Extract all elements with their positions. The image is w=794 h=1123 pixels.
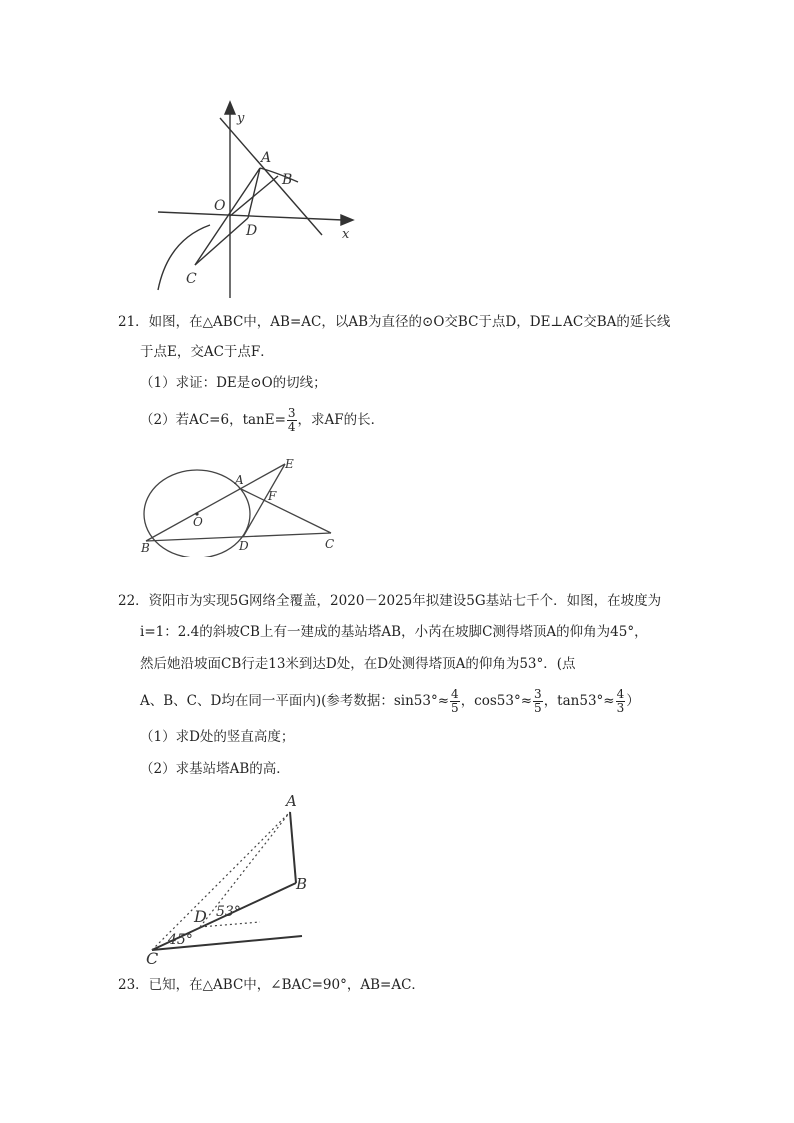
q22-line4 xyxy=(140,688,640,715)
arc-near-B xyxy=(260,168,298,182)
x-axis-arrow xyxy=(341,215,353,225)
label-C: C xyxy=(186,271,197,287)
q22-tan-text: ，tan53°≈ xyxy=(543,693,615,709)
x-axis xyxy=(158,212,343,220)
label-A: A xyxy=(286,792,297,810)
figure-tower xyxy=(140,790,320,970)
label-O: O xyxy=(193,515,203,529)
angle-53: 53° xyxy=(216,904,241,920)
q22-line4-end: ） xyxy=(626,693,640,709)
label-B: B xyxy=(282,172,293,188)
label-D: D xyxy=(239,539,249,553)
figure-coordinate xyxy=(150,100,360,300)
label-O: O xyxy=(214,198,226,214)
label-C: C xyxy=(325,537,335,551)
label-D: D xyxy=(194,907,207,926)
label-F: F xyxy=(268,489,277,503)
fraction-3-4: $\frac{3}{4}$ xyxy=(287,406,296,434)
segment-B-E xyxy=(146,464,285,541)
q22-line2: i=1：2.4的斜坡CB上有一建成的基站塔AB，小芮在坡脚C测得塔顶A的仰角为45°， xyxy=(140,624,648,640)
q21-line1: 21．如图，在△ABC中，AB=AC，以AB为直径的⊙O交BC于点D，DE⊥AC交BA的延长线 xyxy=(118,314,671,330)
angle-45: 45° xyxy=(168,932,193,948)
q22-part2: （2）求基站塔AB的高． xyxy=(140,761,290,777)
label-x: x xyxy=(342,227,350,242)
q22-line1: 22．资阳市为实现5G网络全覆盖，2020－2025年拟建设5G基站七千个．如图，在坡度为 xyxy=(118,593,662,609)
q21-part2-text: （2）若AC=6，tanE= xyxy=(140,412,286,428)
q22-line3: 然后她沿坡面CB行走13米到达D处，在D处测得塔顶A的仰角为53°．(点 xyxy=(140,656,576,672)
segment-A-C xyxy=(239,488,331,533)
label-y: y xyxy=(237,111,245,126)
segment-O-B xyxy=(230,176,278,216)
label-B: B xyxy=(296,875,308,893)
y-axis-arrow xyxy=(225,102,235,114)
q22-line4-text: A、B、C、D均在同一平面内)(参考数据：sin53°≈ xyxy=(140,693,450,709)
q22-part1: （1）求D处的竖直高度； xyxy=(140,729,295,745)
label-C: C xyxy=(146,949,159,968)
label-A: A xyxy=(235,473,244,487)
fraction-sin: $\frac{4}{5}$ xyxy=(451,687,459,715)
tower-AB xyxy=(290,812,296,883)
q21-part2-text-end: ，求AF的长． xyxy=(297,412,385,428)
fraction-tan: $\frac{4}{3}$ xyxy=(616,687,625,715)
sight-line-D-A xyxy=(200,812,290,927)
label-B: B xyxy=(141,541,150,555)
q23-line1: 23．已知，在△ABC中，∠BAC=90°，AB=AC． xyxy=(118,977,425,993)
q21-line2: 于点E，交AC于点F． xyxy=(140,344,274,360)
figure-circle xyxy=(135,452,350,557)
arc-near-C xyxy=(158,225,210,290)
fraction-cos: $\frac{3}{5}$ xyxy=(534,687,542,715)
q21-part1: （1）求证：DE是⊙O的切线； xyxy=(140,375,327,391)
q22-cos-text: ，cos53°≈ xyxy=(460,693,533,709)
label-A: A xyxy=(261,150,272,166)
label-E: E xyxy=(285,457,294,471)
sight-line-C-A xyxy=(152,812,290,950)
q21-part2 xyxy=(140,407,384,434)
label-D: D xyxy=(246,223,258,239)
